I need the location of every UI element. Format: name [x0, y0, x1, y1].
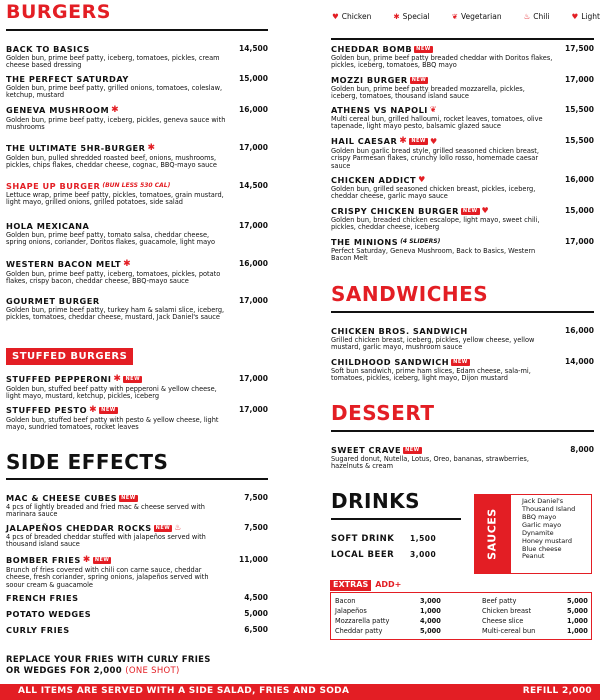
sauces-list: Jack Daniel's Thousand Island BBQ mayo Garlic mayo Dynamite Honey mustard Blue cheese Peanut — [522, 497, 576, 561]
menu-item: GENEVA MUSHROOM ✱ Golden bun, prime beef patty, iceberg, pickles, geneva sauce with mushrooms 16,000 — [6, 105, 268, 132]
menu-item: CHEDDAR BOMB NEW Golden bun, prime beef patty breaded cheddar with Doritos flakes, pickles, iceberg, tomatoes, BBQ mayo 17,500 — [331, 44, 594, 70]
heart-icon: ♥ — [429, 136, 438, 146]
chili-icon: ♨ — [523, 12, 531, 21]
menu-item: SHAPE UP BURGER (BUN LESS 530 CAL) Lettuce wrap, prime beef patty, pickles, tomatoes, grain mustard, light mayo, grilled onions, grilled potatoes, side salad 14,500 — [6, 181, 268, 207]
new-badge: NEW — [155, 525, 171, 531]
menu-item: FRENCH FRIES 4,500 — [6, 593, 268, 603]
legend — [332, 13, 600, 21]
footer-bar — [0, 684, 600, 700]
divider — [331, 311, 594, 313]
chili-icon: ♨ — [174, 523, 182, 533]
new-badge: NEW — [411, 77, 427, 83]
new-badge: NEW — [121, 495, 136, 501]
menu-item: GOURMET BURGER Golden bun, prime beef patty, turkey ham & salami slice, iceberg, pickles, tomatoes, cheddar cheese, mustard, Jack Daniel's sauce 17,000 — [6, 296, 268, 322]
star-icon: ✱ — [111, 105, 120, 115]
star-icon: ✱ — [89, 405, 98, 415]
menu-item: CHICKEN BROS. SANDWICH Grilled chicken breast, iceberg, pickles, yellow cheese, yellow mustard, garlic mayo, mushroom sauce 16,000 — [331, 326, 594, 352]
heart-icon: ♥ — [481, 206, 490, 216]
replace-fries-note: REPLACE YOUR FRIES WITH CURLY FRIES OR WEDGES FOR 2,000 (ONE SHOT) — [6, 655, 211, 676]
menu-item: HOLA MEXICANA Golden bun, prime beef patty, tomato salsa, cheddar cheese, spring onions, coriander, Doritos flakes, guacamole, light mayo 17,000 — [6, 221, 268, 247]
menu-item: STUFFED PEPPERONI ✱ NEW Golden bun, stuffed beef patty with pepperoni & yellow cheese, light mayo, mustard, ketchup, pickles, iceberg 17,000 — [6, 374, 268, 401]
menu-item: BOMBER FRIES ✱ NEW Brunch of fries covered with chili con carne sauce, cheddar cheese, fresh coriander, spring onions, jalapeños served with soour cream & guacamole 11,000 — [6, 555, 268, 589]
extras-subtitle: ADD+ — [375, 580, 402, 589]
star-icon: ✱ — [113, 374, 122, 384]
leaf-icon: ❦ — [429, 105, 438, 115]
extras-title: EXTRAS — [330, 580, 371, 591]
menu-item: THE MINIONS (4 SLIDERS) Perfect Saturday, Geneva Mushroom, Back to Basics, Western Bacon Melt 17,000 — [331, 237, 594, 263]
drink-price: 1,500 — [410, 534, 437, 543]
light-icon: ♥ — [571, 12, 579, 21]
star-icon: ✱ — [123, 259, 132, 269]
side-effects-title: SIDE EFFECTS — [6, 450, 169, 474]
menu-item: THE PERFECT SATURDAY Golden bun, prime beef patty, grilled onions, tomatoes, coleslaw, ketchup, mustard 15,000 — [6, 74, 268, 100]
menu-item: CHILDHOOD SANDWICH NEW Soft bun sandwich, prime ham slices, Edam cheese, sala-mi, tomatoes, pickles, iceberg, light mayo, Dijon mustard 14,000 — [331, 357, 594, 383]
divider — [331, 430, 594, 432]
menu-item: BACK TO BASICS Golden bun, prime beef patty, iceberg, tomatoes, pickles, cream cheese based dressing 14,500 — [6, 44, 268, 70]
menu-item: THE ULTIMATE 5HR-BURGER ✱ Golden bun, pulled shredded roasted beef, onions, mushrooms, pickles, chips flakes, cheddar cheese, cognac, BBQ-mayo sauce 17,000 — [6, 143, 268, 170]
stuffed-burgers-title: STUFFED BURGERS — [6, 348, 133, 365]
footer-text: ALL ITEMS ARE SERVED WITH A SIDE SALAD, FRIES AND SODA — [18, 686, 350, 697]
sauces-box — [474, 494, 592, 574]
drink-price: 3,000 — [410, 550, 437, 559]
menu-item: CRISPY CHICKEN BURGER NEW ♥ Golden bun, breaded chicken escalope, light mayo, sweet chili, pickles, cheddar cheese, iceberg 15,000 — [331, 206, 594, 232]
heart-icon: ♥ — [418, 175, 426, 185]
legend-vegetarian: ❦ Vegetarian — [451, 12, 502, 21]
star-icon: ✱ — [82, 555, 91, 565]
leaf-icon: ❦ — [451, 12, 458, 21]
star-icon: ✱ — [147, 143, 156, 153]
menu-item: HAIL CAESAR ✱ NEW ♥ Golden bun garlic bread style, grilled seasoned chicken breast, crispy Parmesan flakes, crunchy lollo rosso, homemade caesar sauce 15,500 — [331, 136, 594, 170]
menu-item: SWEET CRAVE NEW Sugared donut, Nutella, Lotus, Oreo, bananas, strawberries, hazelnuts & cream 8,000 — [331, 445, 594, 471]
menu-item: JALAPEÑOS CHEDDAR ROCKS NEW ♨ 4 pcs of breaded cheddar stuffed with jalapeños served with thousand island sauce 7,500 — [6, 523, 268, 549]
dessert-title: DESSERT — [331, 401, 435, 425]
extras-box: Bacon 3,000 Beef patty 5,000 Jalapeños 1,000 Chicken breast 5,000 Mozzarella patty 4,000 Cheese slice 1,000 Cheddar patty 5,000 Multi-cereal bun 1,000 — [330, 592, 592, 640]
extras-header — [330, 580, 401, 591]
menu-item: CURLY FRIES 6,500 — [6, 625, 268, 635]
legend-light: ♥ Light — [571, 12, 600, 21]
drink-item: LOCAL BEER — [331, 550, 395, 560]
menu-item: POTATO WEDGES 5,000 — [6, 609, 268, 619]
new-badge: NEW — [416, 46, 431, 52]
legend-chicken: ♥ Chicken — [332, 12, 372, 21]
sandwiches-title: SANDWICHES — [331, 282, 489, 306]
new-badge: NEW — [125, 376, 141, 383]
menu-item: MAC & CHEESE CUBES NEW 4 pcs of lightly breaded and fried mac & cheese served with marinara sauce 7,500 — [6, 493, 268, 519]
menu-item: CHICKEN ADDICT ♥ Golden bun, grilled seasoned chicken breast, pickles, iceberg, cheddar cheese, garlic mayo sauce 16,000 — [331, 175, 594, 201]
divider — [331, 38, 594, 40]
refill-price: REFILL 2,000 — [522, 686, 592, 697]
menu-item: STUFFED PESTO ✱ NEW Golden bun, stuffed beef patty with pesto & yellow cheese, light mayo, sundried tomatoes, rocket leaves 17,000 — [6, 405, 268, 432]
new-badge: NEW — [411, 138, 426, 145]
divider — [6, 478, 268, 480]
menu-item: WESTERN BACON MELT ✱ Golden bun, prime beef patty, iceberg, tomatoes, pickles, potato flakes, crispy bacon, cheddar cheese, BBQ-mayo sauce 16,000 — [6, 259, 268, 286]
menu-item: ATHENS VS NAPOLI ❦ Multi cereal bun, grilled halloumi, rocket leaves, tomatoes, olive tapenade, light mayo pesto, balsamic glazed sauce 15,500 — [331, 105, 594, 131]
divider — [6, 29, 268, 31]
divider — [331, 518, 461, 520]
new-badge: NEW — [462, 208, 478, 214]
burgers-title: BURGERS — [6, 1, 111, 23]
menu-item: MOZZI BURGER NEW Golden bun, prime beef patty breaded mozzarella, pickles, iceberg, tomatoes, thousand island sauce 17,000 — [331, 75, 594, 101]
drinks-title: DRINKS — [331, 489, 421, 513]
new-badge: NEW — [101, 407, 116, 414]
legend-chili: ♨ Chili — [523, 12, 550, 21]
sauces-title: SAUCES — [475, 495, 511, 573]
new-badge: NEW — [405, 447, 420, 453]
star-icon: ✱ — [393, 12, 400, 21]
new-badge: NEW — [94, 557, 110, 564]
star-icon: ✱ — [399, 136, 408, 146]
legend-special: ✱ Special — [393, 12, 430, 21]
heart-icon: ♥ — [332, 12, 339, 21]
drink-item: SOFT DRINK — [331, 534, 395, 544]
new-badge: NEW — [453, 359, 468, 365]
